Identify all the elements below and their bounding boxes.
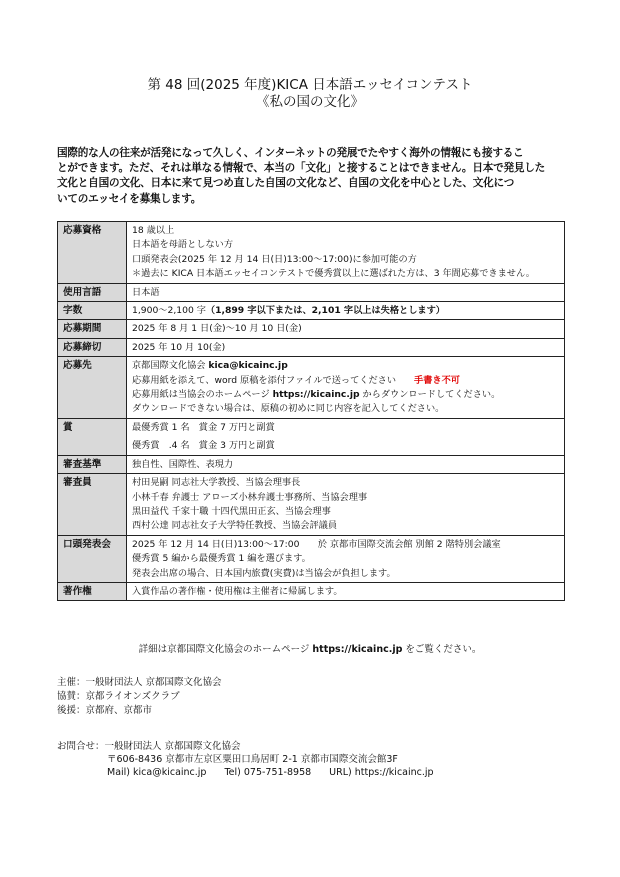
intro-line: 文化と自国の文化、日本に来て見つめ直した自国の文化など、自国の文化を中心とした、文化につ — [57, 177, 515, 190]
presentation-value — [127, 535, 565, 582]
guidelines-table — [57, 221, 565, 601]
judge-line: 小林千春 弁護士 アローズ小林弁護士事務所、当協会理事 — [132, 491, 368, 503]
contact-address: 〒606-8436 京都市左京区粟田口鳥居町 2-1 京都市国際交流会館3F — [107, 753, 398, 765]
word-count-note: （1,899 字以下または、2,101 字以上は失格とします） — [205, 305, 445, 317]
homepage-link[interactable]: https://kicainc.jp — [272, 389, 360, 401]
presentation-label: 口頭発表会 — [58, 535, 127, 582]
judges-value — [127, 474, 565, 536]
page-title: 第 48 回(2025 年度)KICA 日本語エッセイコンテスト — [147, 77, 473, 93]
details-note — [0, 641, 620, 655]
intro-paragraph — [57, 146, 577, 207]
table-row-language — [58, 283, 565, 301]
table-row-prizes — [58, 418, 565, 455]
prize-first: 最優秀賞 1 名 賞金 7 万円と副賞 — [132, 421, 275, 433]
submit-org: 京都国際文化協会 — [132, 360, 209, 372]
presentation-line: 優秀賞 5 編から最優秀賞 1 編を選びます。 — [132, 553, 311, 565]
contact-mail[interactable]: Mail) kica@kicainc.jp — [107, 766, 207, 778]
table-row-period — [58, 320, 565, 338]
judge-line: 西村公達 同志社女子大学特任教授、当協会評議員 — [132, 520, 338, 532]
eligibility-line: 口頭発表会(2025 年 12 月 14 日(日)13:00～17:00)に参加可能の方 — [132, 253, 417, 265]
criteria-value: 独自性、国際性、表現力 — [127, 455, 565, 473]
judge-line: 村田晃嗣 同志社大学教授、当協会理事長 — [132, 477, 301, 489]
eligibility-line: 日本語を母語としない方 — [132, 239, 234, 251]
details-link[interactable]: https://kicainc.jp — [312, 644, 403, 655]
intro-line: いてのエッセイを募集します。 — [57, 192, 202, 205]
submit-email-link[interactable]: kica@kicainc.jp — [208, 360, 288, 372]
table-row-submit-to — [58, 357, 565, 419]
table-row-criteria — [58, 455, 565, 473]
criteria-label: 審査基準 — [58, 455, 127, 473]
contact-tel: Tel) 075-751-8958 — [224, 766, 312, 778]
table-row-word-count — [58, 302, 565, 320]
handwriting-warning: 手書き不可 — [414, 374, 460, 386]
language-value: 日本語 — [127, 283, 565, 301]
period-value: 2025 年 8 月 1 日(金)～10 月 10 日(金) — [127, 320, 565, 338]
organizer-support: 後援：京都府、京都市 — [57, 705, 153, 716]
word-count-label: 字数 — [58, 302, 127, 320]
organizer-sponsor: 協賛：京都ライオンズクラブ — [57, 691, 180, 702]
deadline-value: 2025 年 10 月 10(金) — [127, 338, 565, 356]
copyright-label: 著作権 — [58, 582, 127, 600]
eligibility-line: 18 歳以上 — [132, 225, 175, 236]
word-count-value — [127, 302, 565, 320]
contact-org: お問合せ：一般財団法人 京都国際文化協会 — [57, 741, 241, 752]
contact-url[interactable]: URL) https://kicainc.jp — [329, 766, 434, 778]
details-suffix: をご覧ください。 — [402, 644, 482, 655]
download-fallback: ダウンロードできない場合は、原稿の初めに同じ内容を記入してください。 — [132, 403, 445, 415]
contact-info — [57, 741, 434, 779]
table-row-deadline — [58, 338, 565, 356]
details-prefix: 詳細は京都国際文化協会のホームページ — [138, 644, 313, 655]
prizes-value — [127, 418, 565, 455]
eligibility-line: ＊過去に KICA 日本語エッセイコンテストで優秀賞以上に選ばれた方は、3 年間応募できません。 — [132, 268, 535, 280]
download-suffix: からダウンロードしてください。 — [359, 389, 501, 401]
submit-to-value — [127, 357, 565, 419]
language-label: 使用言語 — [58, 283, 127, 301]
judges-label: 審査員 — [58, 474, 127, 536]
intro-line: 国際的な人の往来が活発になって久しく、インターネットの発展でたやすく海外の情報にも接するこ — [57, 147, 524, 159]
submit-instruction: 応募用紙を添えて、word 原稿を添付ファイルで送ってください — [132, 374, 397, 386]
copyright-value: 入賞作品の著作権・使用権は主催者に帰属します。 — [127, 582, 565, 600]
submit-to-label: 応募先 — [58, 357, 127, 419]
eligibility-label: 応募資格 — [58, 222, 127, 284]
judge-line: 黒田益代 千家十職 十四代黒田正玄、当協会理事 — [132, 505, 331, 517]
word-count-range: 1,900～2,100 字 — [132, 305, 206, 317]
intro-line: とができます。ただ、それは単なる情報で、本当の「文化」と接することはできません。日本で発見した — [57, 162, 546, 175]
table-row-presentation — [58, 535, 565, 582]
period-label: 応募期間 — [58, 320, 127, 338]
presentation-line: 発表会出席の場合、日本国内旅費(実費)は当協会が負担します。 — [132, 567, 396, 579]
eligibility-value — [127, 222, 565, 284]
table-row-eligibility — [58, 222, 565, 284]
prize-second: 優秀賞 .4 名 賞金 3 万円と副賞 — [132, 440, 275, 452]
organizer-host: 主催：一般財団法人 京都国際文化協会 — [57, 677, 222, 688]
presentation-line: 2025 年 12 月 14 日(日)13:00～17:00 於 京都市国際交流会館 別館 2 階特別会議室 — [132, 538, 501, 550]
table-row-judges — [58, 474, 565, 536]
table-row-copyright — [58, 582, 565, 600]
prizes-label: 賞 — [58, 418, 127, 455]
organizers — [57, 676, 222, 718]
download-prefix: 応募用紙は当協会のホームページ — [132, 389, 273, 401]
deadline-label: 応募締切 — [58, 338, 127, 356]
page-subtitle: 《私の国の文化》 — [256, 94, 364, 110]
